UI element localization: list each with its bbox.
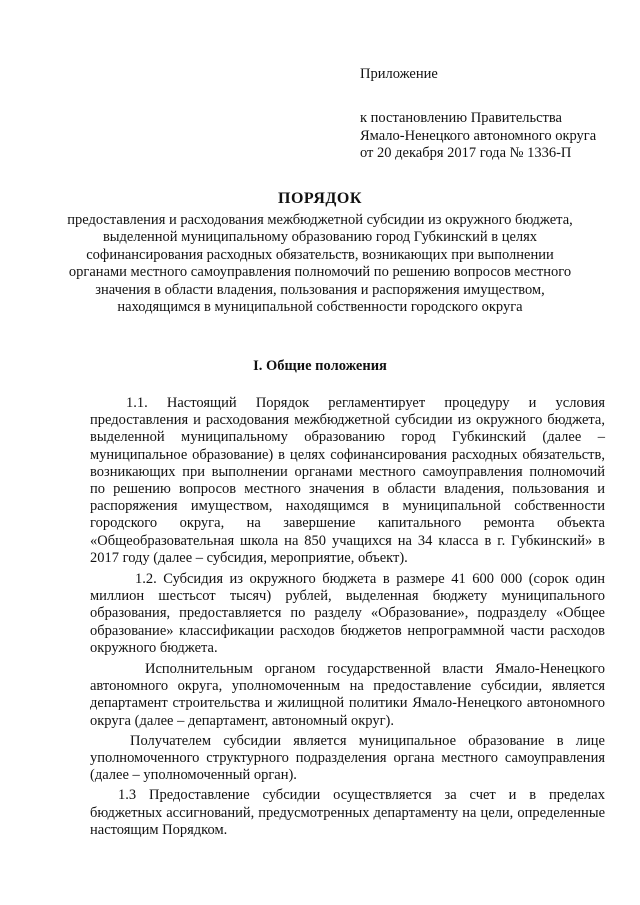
section-heading: I. Общие положения [253,358,387,374]
document-subtitle: предоставления и расходования межбюджетной субсидии из окружного бюджета, выделенной муниципальному образованию город Губкинский в целях софинансирования расходных обязательств, возникающих при выполнении органами местного самоуправления полномочий по решению вопросов местного значения в области владения, пользования и распоряжения имуществом, находящимся в муниципальной собственности городского округа [67,212,573,316]
paragraph-executive-body: Исполнительным органом государственной власти Ямало-Ненецкого автономного округа, уполномоченным на предоставление субсидии, является департамент строительства и жилищной политики Ямало-Ненецкого автономного округа (далее – департамент, автономный округ). [90,661,605,729]
paragraph-1-2: 1.2. Субсидия из окружного бюджета в размере 41 600 000 (сорок один миллион шестьсот тысяч) рублей, выделенная бюджету муниципального образования, предоставляется по разделу «Образование», подразделу «Общее образование» классификации расходов бюджетов непрограммной части расходов окружного бюджета. [90,571,605,656]
appendix-line: от 20 декабря 2017 года № 1336-П [360,145,572,161]
paragraph-1-3: 1.3 Предоставление субсидии осуществляется за счет и в пределах бюджетных ассигнований, предусмотренных департаменту на цели, определенные настоящим Порядком. [90,787,605,838]
paragraph-1-1: 1.1. Настоящий Порядок регламентирует процедуру и условия предоставления и расходования межбюджетной субсидии из окружного бюджета, выделенной муниципальному образованию город Губкинский (далее – муниципальное образование) в целях софинансирования расходных обязательств, возникающих при выполнении органами местного самоуправления полномочий по решению вопросов местного значения в области владения, пользования и распоряжения имуществом, находящимся в муниципальной собственности городского округа, на завершение капитального ремонта объекта «Общеобразовательная школа на 850 учащихся на 34 класса в г. Губкинский» в 2017 году (далее – субсидия, мероприятие, объект). [90,395,605,566]
appendix-line: Ямало-Ненецкого автономного округа [360,127,597,144]
section-body [90,395,605,839]
appendix-reference [360,110,596,163]
paragraph-recipient: Получателем субсидии является муниципальное образование в лице уполномоченного структурного подразделения органа местного самоуправления (далее – уполномоченный орган). [90,732,605,784]
appendix-line: к постановлению Правительства [360,110,562,126]
appendix-title: Приложение [360,66,438,82]
document-title: ПОРЯДОК [278,190,362,207]
